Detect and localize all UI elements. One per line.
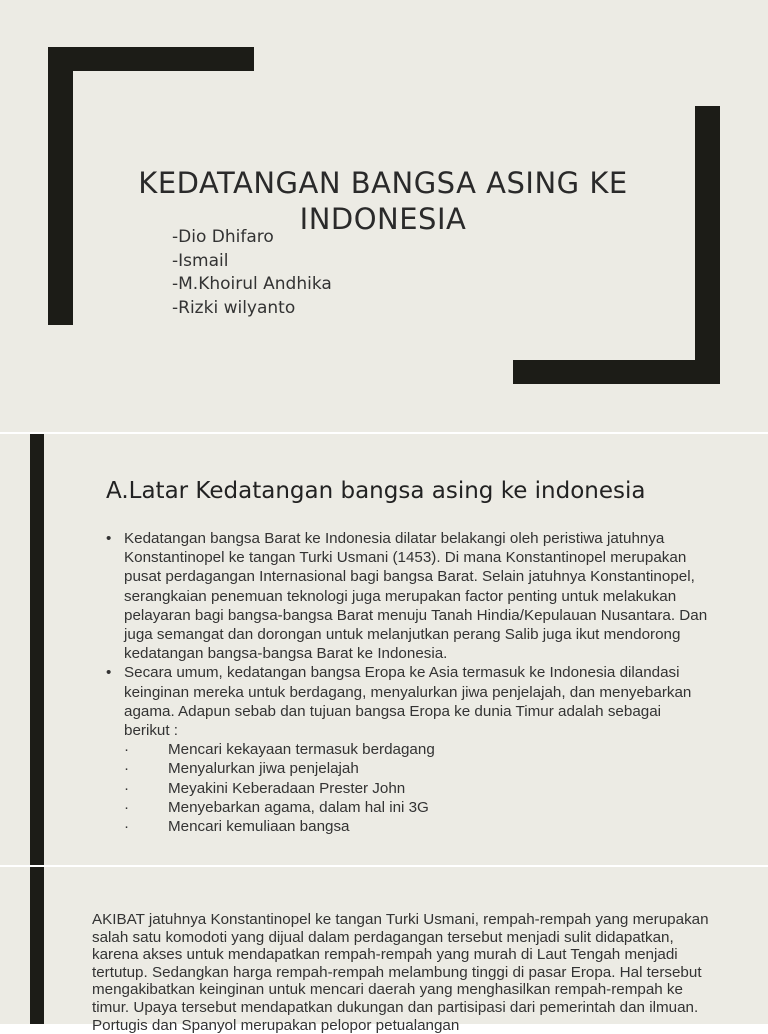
bullet-item: • Kedatangan bangsa Barat ke Indonesia dilatar belakangi oleh peristiwa jatuhnya Konstantinopel ke tangan Turki Usmani (1453). Di mana Konstantinopel merupakan pusat perdagangan Internasional bagi bangsa Barat. Selain jatuhnya Konstantinopel, serangkaian penemuan teknologi juga merupakan factor penting untuk melakukan pelayaran bagi bangsa-bangsa Barat menuju Tanah Hindia/Kepulauan Nusantara. Dan juga semangat dan dorongan untuk melanjutkan perang Salib juga ikut mendorong kedatangan bangsa-bangsa Barat ke Indonesia. bbox=[106, 529, 710, 663]
sub-item: · Meyakini Keberadaan Prester John bbox=[124, 779, 710, 798]
presentation-title: KEDATANGAN BANGSA ASING KE INDONESIA bbox=[138, 166, 628, 237]
sub-item: · Menyebarkan agama, dalam hal ini 3G bbox=[124, 798, 710, 817]
author-item: -Dio Dhifaro bbox=[172, 227, 274, 247]
bullet-list bbox=[106, 529, 710, 836]
reason-sublist bbox=[124, 740, 710, 836]
frame-bar-right bbox=[695, 106, 720, 384]
frame-bar-top-left bbox=[48, 47, 254, 71]
slide-title bbox=[0, 0, 768, 432]
frame-bar-bottom-right bbox=[513, 360, 720, 384]
author-item: -Rizki wilyanto bbox=[172, 297, 296, 318]
author-item: -Ismail bbox=[172, 250, 229, 271]
bullet-item bbox=[106, 663, 710, 836]
consequence-paragraph: AKIBAT jatuhnya Konstantinopel ke tangan Turki Usmani, rempah-rempah yang merupakan salah satu komodoti yang dijual dalam perdagangan tersebut menjadi sulit didapatkan, karena akses untuk mendapatkan rempah-rempah yang murah di Laut Tengah menjadi tertutup. Sedangkan harga rempah-rempah melambung tinggi di pasar Eropa. Hal tersebut mengakibatkan keinginan untuk mencari daerah yang menghasilkan rempah-rempah ke timur. Upaya tersebut mendapatkan dukungan dan partisipasi dari pemerintah dan ilmuan. Portugis dan Spanyol merupakan pelopor petualangan bbox=[92, 911, 709, 1034]
left-accent-bar bbox=[30, 867, 44, 1024]
sub-item: · Menyalurkan jiwa penjelajah bbox=[124, 759, 710, 778]
author-list bbox=[172, 226, 332, 320]
sub-item: · Mencari kemuliaan bangsa bbox=[124, 817, 710, 836]
author-item: -M.Khoirul Andhika bbox=[172, 274, 332, 294]
bullet-item-text: Secara umum, kedatangan bangsa Eropa ke Asia termasuk ke Indonesia dilandasi keinginan mereka untuk berdagang, menyalurkan jiwa penjelajah, dan menyebarkan agama. Adapun sebab dan tujuan bangsa Eropa ke dunia Timur adalah sebagai berikut : bbox=[124, 664, 692, 740]
section-title: A.Latar Kedatangan bangsa asing ke indonesia bbox=[106, 478, 646, 504]
left-accent-bar bbox=[30, 434, 44, 865]
frame-bar-left bbox=[48, 47, 73, 325]
sub-item: · Mencari kekayaan termasuk berdagang bbox=[124, 740, 710, 759]
